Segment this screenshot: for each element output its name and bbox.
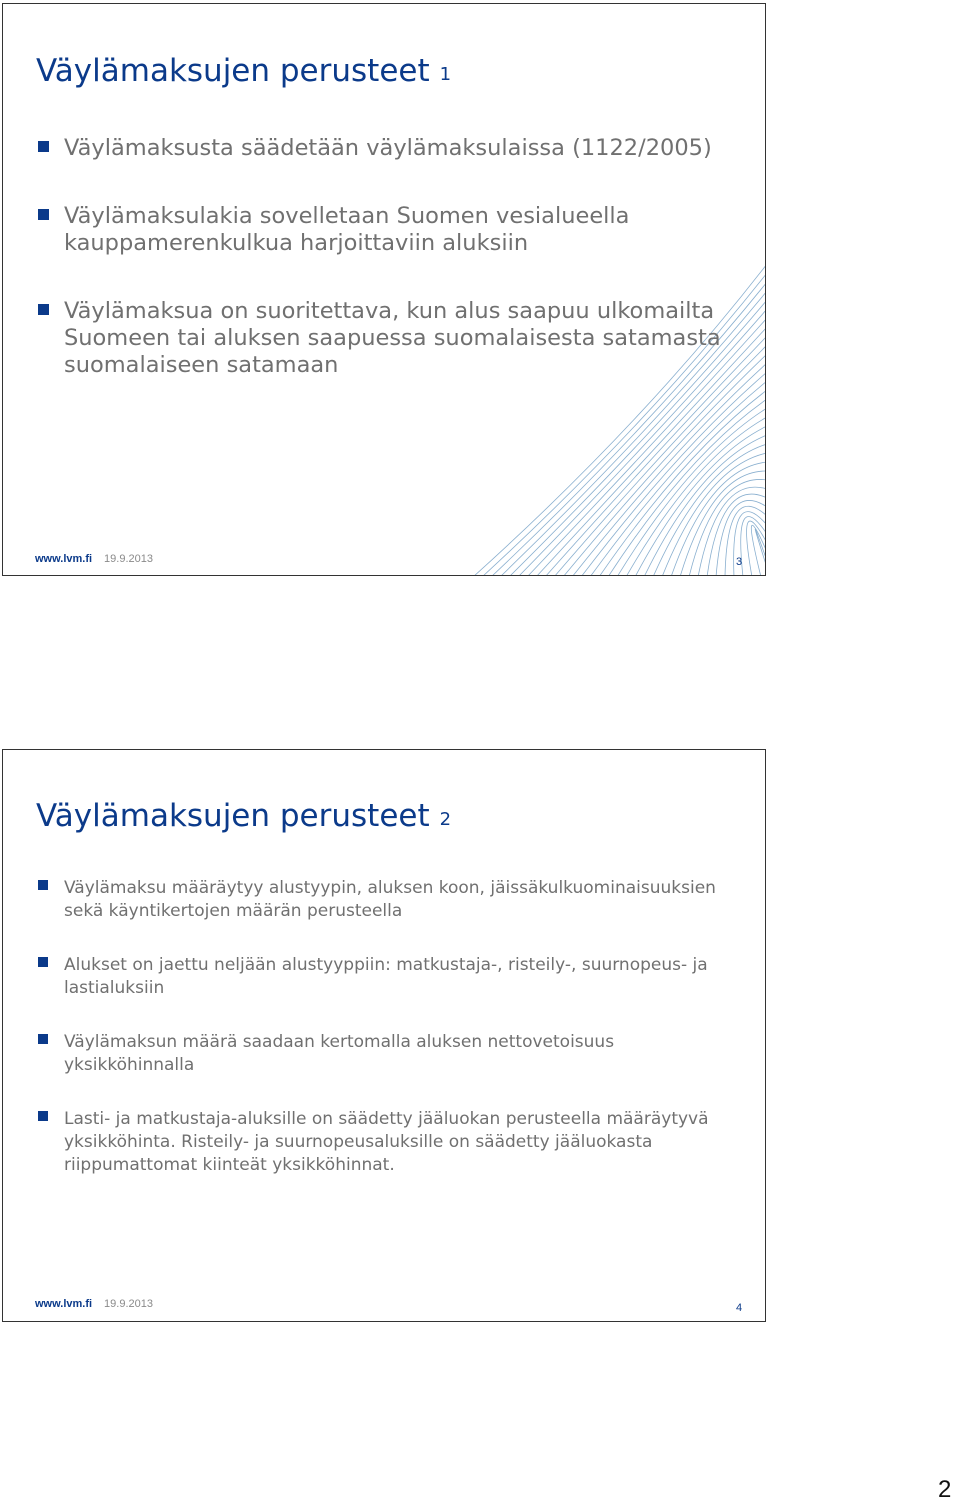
footer-date: 19.9.2013 — [104, 1298, 153, 1310]
square-bullet-icon — [38, 1034, 48, 1044]
bullet-item: Väylämaksulakia sovelletaan Suomen vesialueella kauppamerenkulkua harjoittaviin aluksiin — [36, 203, 736, 257]
bullet-item: Väylämaksun määrä saadaan kertomalla aluksen nettovetoisuus yksikköhinnalla — [36, 1031, 736, 1077]
slide-title-number: 1 — [439, 64, 452, 85]
square-bullet-icon — [38, 209, 49, 220]
slide-title: Väylämaksujen perusteet 2 — [36, 798, 452, 834]
slide-title: Väylämaksujen perusteet 1 — [36, 53, 452, 89]
footer-site-link[interactable]: www.lvm.fi — [35, 1298, 93, 1310]
footer-date: 19.9.2013 — [104, 553, 153, 565]
bullet-list — [36, 877, 736, 1208]
page-number: 2 — [938, 1476, 952, 1503]
bullet-item: Väylämaksua on suoritettava, kun alus saapuu ulkomailta Suomeen tai aluksen saapuessa suomalaisesta satamasta suomalaiseen satamaan — [36, 298, 736, 379]
slide-number: 3 — [736, 556, 743, 568]
slide-title-number: 2 — [439, 809, 452, 830]
square-bullet-icon — [38, 957, 48, 967]
square-bullet-icon — [38, 304, 49, 315]
slide-footer — [35, 1298, 153, 1310]
square-bullet-icon — [38, 141, 49, 152]
bullet-item: Alukset on jaettu neljään alustyyppiin: matkustaja-, risteily-, suurnopeus- ja lastialuksiin — [36, 954, 736, 1000]
slide-number: 4 — [736, 1302, 743, 1314]
bullet-item: Väylämaksu määräytyy alustyypin, aluksen koon, jäissäkulkuominaisuuksien sekä käyntikertojen määrän perusteella — [36, 877, 736, 923]
footer-site-link[interactable]: www.lvm.fi — [35, 553, 93, 565]
slide-4 — [2, 749, 766, 1322]
square-bullet-icon — [38, 880, 48, 890]
bullet-item: Lasti- ja matkustaja-aluksille on säädetty jääluokan perusteella määräytyvä yksikköhinta. Risteily- ja suurnopeusaluksille on säädetty jääluokasta riippumattomat kiinteät yksikköhinnat. — [36, 1108, 736, 1177]
slide-3 — [2, 3, 766, 576]
slide-footer — [35, 553, 153, 565]
bullet-list — [36, 135, 736, 420]
square-bullet-icon — [38, 1111, 48, 1121]
bullet-item: Väylämaksusta säädetään väylämaksulaissa (1122/2005) — [36, 135, 736, 162]
